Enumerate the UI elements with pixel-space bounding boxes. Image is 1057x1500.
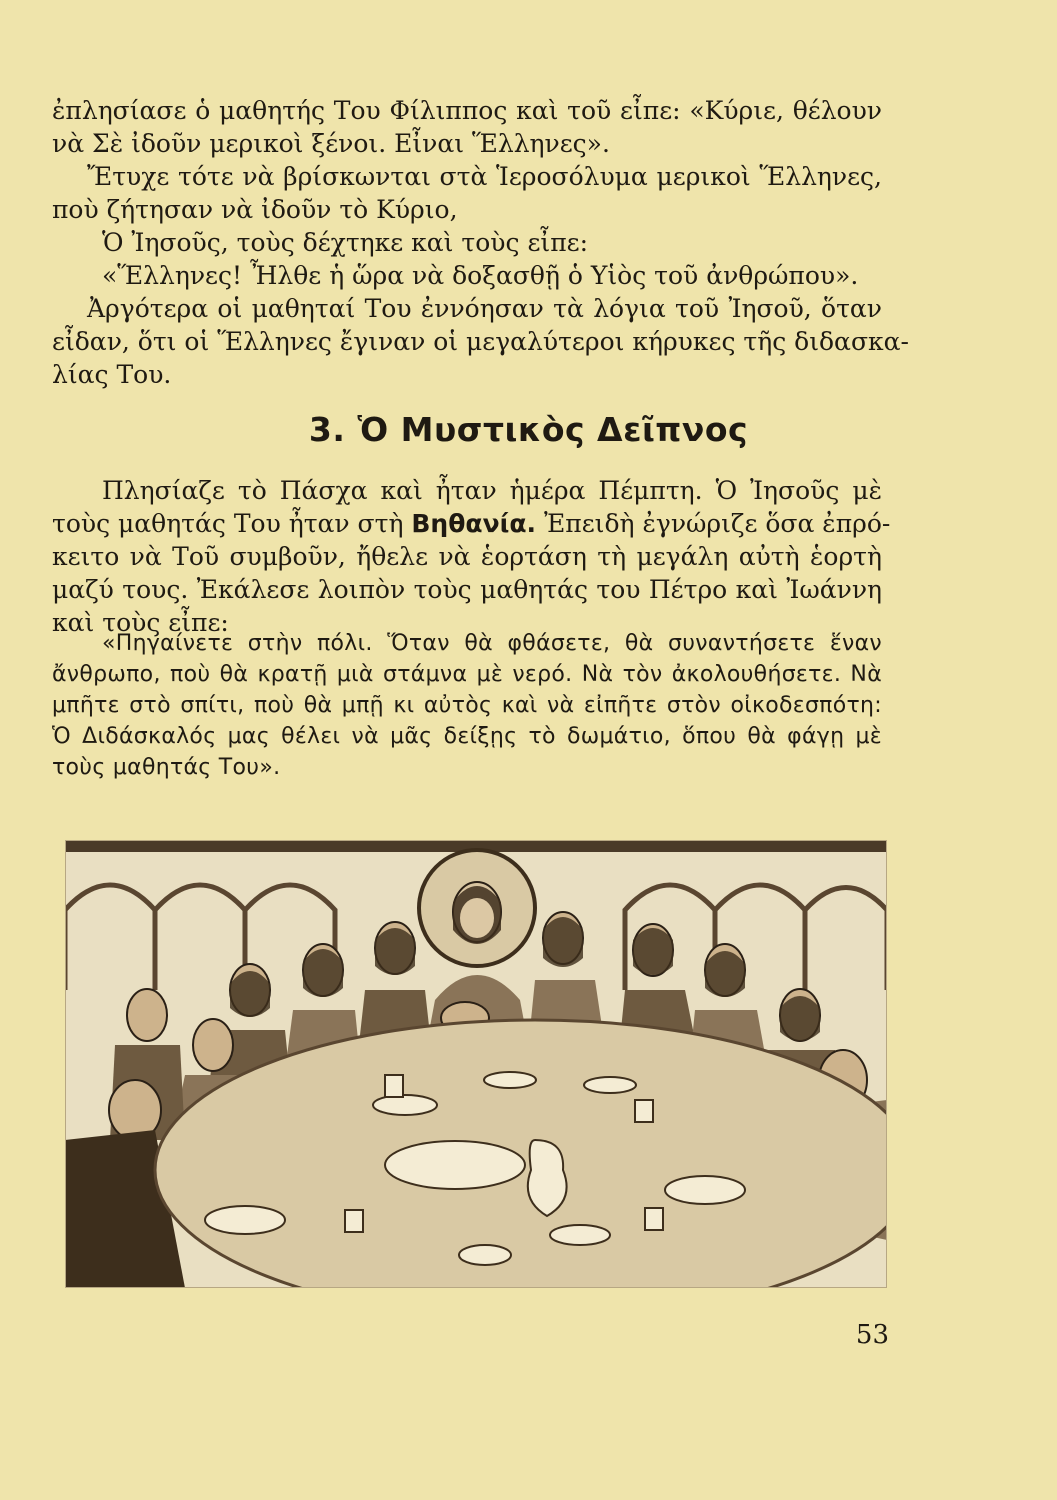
text-line: μαζύ τους. Ἐκάλεσε λοιπὸν τοὺς μαθητάς του Πέτρο καὶ Ἰωάννη [52,575,882,604]
story-paragraph [52,474,891,639]
text-line: Ὁ Διδάσκαλός μας θέλει νὰ μᾶς δείξῃς τὸ δωμάτιο, ὅπου θὰ φάγῃ μὲ [52,724,882,749]
text-line [52,507,891,540]
last-supper-illustration [65,840,887,1288]
text-line: «Ἕλληνες! Ἦλθε ἡ ὥρα νὰ δοξασθῇ ὁ Υἱὸς τοῦ ἀνθρώπου». [102,261,859,290]
text-line: ἐπλησίασε ὁ μαθητής Του Φίλιππος καὶ τοῦ εἶπε: «Κύριε, θέλουν [52,96,882,125]
text-line: Πλησίαζε τὸ Πάσχα καὶ ἦταν ἡμέρα Πέμπτη. Ὁ Ἰησοῦς μὲ [102,476,882,505]
text-line: ἄνθρωπο, ποὺ θὰ κρατῇ μιὰ στάμνα μὲ νερό. Νὰ τὸν ἀκολουθήσετε. Νὰ [52,662,882,687]
text-line: Ὁ Ἰησοῦς, τοὺς δέχτηκε καὶ τοὺς εἶπε: [102,228,588,257]
text-line: εἶδαν, ὅτι οἱ Ἕλληνες ἔγιναν οἱ μεγαλύτεροι κήρυκες τῆς διδασκα- [52,327,909,356]
text-line: τοὺς μαθητάς Του». [52,755,281,780]
section-heading: 3. Ὁ Μυστικὸς Δεῖπνος [308,410,749,449]
text-line: καὶ τοὺς εἶπε: [52,608,229,637]
text-segment: τοὺς μαθητάς Του ἦταν στὴ [52,509,412,538]
place-name-bethany: Βηθανία. [411,509,537,538]
text-line: μπῆτε στὸ σπίτι, ποὺ θὰ μπῇ κι αὐτὸς καὶ νὰ εἰπῆτε στὸν οἰκοδεσπότη: [52,693,882,718]
page-number: 53 [855,1320,889,1350]
text-line: Ἔτυχε τότε νὰ βρίσκωνται στὰ Ἱεροσόλυμα μερικοὶ Ἕλληνες, [87,162,882,191]
text-line: κειτο νὰ Τοῦ συμβοῦν, ἤθελε νὰ ἑορτάση τὴ μεγάλη αὐτὴ ἑορτὴ [52,542,882,571]
text-segment: Ἐπειδὴ ἐγνώριζε ὅσα ἐπρό- [536,509,891,538]
intro-paragraphs [52,94,909,391]
text-line: νὰ Σὲ ἰδοῦν μερικοὶ ξένοι. Εἶναι Ἕλληνες». [52,129,610,158]
text-line: λίας Του. [52,360,172,389]
quote-paragraph [52,628,882,783]
text-line: ποὺ ζήτησαν νὰ ἰδοῦν τὸ Κύριο, [52,195,458,224]
text-line: Ἀργότερα οἱ μαθηταί Του ἐννόησαν τὰ λόγια τοῦ Ἰησοῦ, ὅταν [87,294,882,323]
text-line: «Πηγαίνετε στὴν πόλι. Ὅταν θὰ φθάσετε, θὰ συναντήσετε ἕναν [102,631,882,656]
